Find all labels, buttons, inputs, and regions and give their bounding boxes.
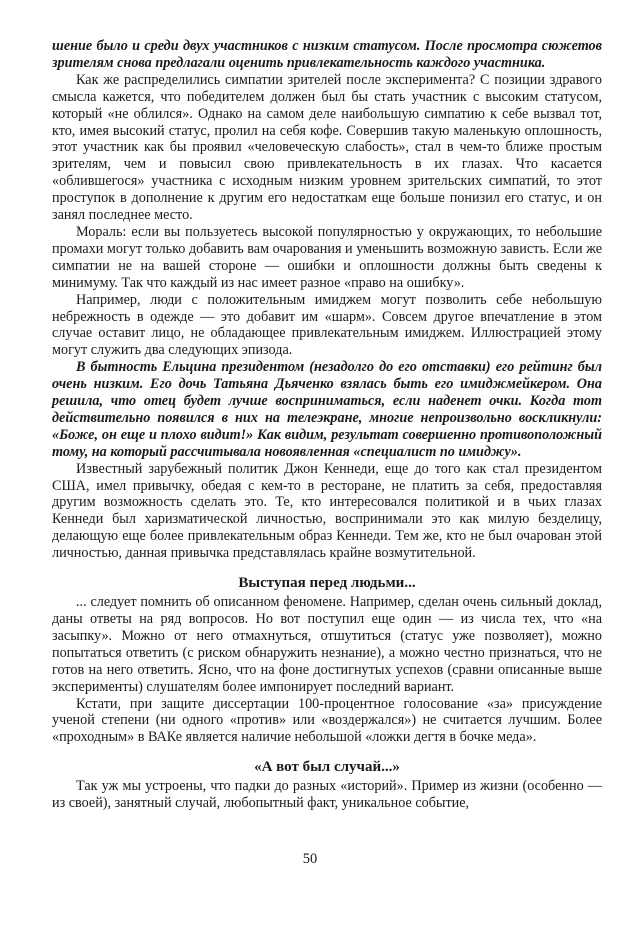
section-heading-case: «А вот был случай...» — [254, 759, 400, 776]
book-page — [52, 38, 602, 812]
paragraph-positive-image: Например, люди с положительным имиджем могут позволить себе небольшую небрежность в одежде — это добавит им «шарм». Совсем другое впечатление в этом случае оставит лицо, не обладающее привлекательным имиджем. Иллюстрацией этому могут служить два следующих эпизода. — [52, 291, 602, 359]
paragraph-yeltsin-episode: В бытность Ельцина президентом (незадолго до его отставки) его рейтинг был очень низким. Его дочь Татьяна Дьяченко взялась быть его имиджмейкером. Она решила, что отец будет лучше восприниматься, если наденет очки. Когда тот действительно появился в них на телеэкране, многие непроизвольно воскликнули: «Боже, он еще и плохо видит!» Как видим, результат совершенно противоположный тому, на который рассчитывала новоявленная «специалист по имиджу». — [52, 359, 602, 460]
paragraph-dissertation: Кстати, при защите диссертации 100-процентное голосование «за» присуждение ученой степени (ни одного «против» или «воздержался») не считается лучшим. Более «проходным» в ВАКе является наличие небольшой «ложки дегтя в бочке меда». — [52, 695, 602, 746]
paragraph-experiment-results: Как же распределились симпатии зрителей после эксперимента? С позиции здравого смысла кажется, что победителем должен был бы стать участник с высоким статусом, который «не облился». Однако на самом деле наибольшую симпатию к себе вызвал тот, кто, имея высокий статус, пролил на себя кофе. Совершив такую маленькую оплошность, этот участник как бы проявил «человеческую слабость», стал в чем-то ближе простым зрителям, чем и повысил свою привлекательность в их глазах. Что касается «облившегося» участника с исходным низким уровнем зрительских симпатий, то этот проступок в дополнение к другим его недостаткам еще больше понизил его статус, и он занял последнее место. — [52, 71, 602, 224]
paragraph-italic-continuation: шение было и среди двух участников с низким статусом. После просмотра сюжетов зрителям снова предлагали оценить привлекательность каждого участника. — [52, 38, 602, 71]
section-heading-speaking: Выступая перед людьми... — [238, 575, 416, 592]
page-number: 50 — [302, 851, 318, 867]
paragraph-stories: Так уж мы устроены, что падки до разных «историй». Пример из жизни (особенно — из своей), занятный случай, любопытный факт, уникальное событие, — [52, 778, 602, 812]
paragraph-kennedy-episode: Известный зарубежный политик Джон Кеннеди, еще до того как стал президентом США, имел привычку, обедая с кем-то в ресторане, не платить за себя, предоставляя другим возможность сделать это. Те, кто интересовался политикой и в чьих глазах Кеннеди был харизматической личностью, воспринимали это как милую безделицу, делающую еще более привлекательным образ Кеннеди. Тем же, кто не был очарован этой личностью, данная привычка представлялась крайне возмутительной. — [52, 460, 602, 562]
paragraph-moral: Мораль: если вы пользуетесь высокой популярностью у окружающих, то небольшие промахи могут только добавить вам очарования и уменьшить возможную зависть. Если же симпатии не на вашей стороне — ошибки и оплошности должны быть сведены к минимуму. Так что каждый из нас имеет разное «право на ошибку». — [52, 223, 602, 291]
paragraph-report-question: ... следует помнить об описанном феномене. Например, сделан очень сильный доклад, даны ответы на ряд вопросов. Но вот поступил еще один — из числа тех, что «на засыпку». Можно от него отмахнуться, отшутиться (статус уже позволяет), можно попытаться ответить (с риском обнаружить незнание), а можно честно признаться, что не готов на него ответить. Ясно, что на фоне достигнутых успехов (сравни описанные выше эксперименты) слушателям более импонирует последний вариант. — [52, 594, 602, 695]
